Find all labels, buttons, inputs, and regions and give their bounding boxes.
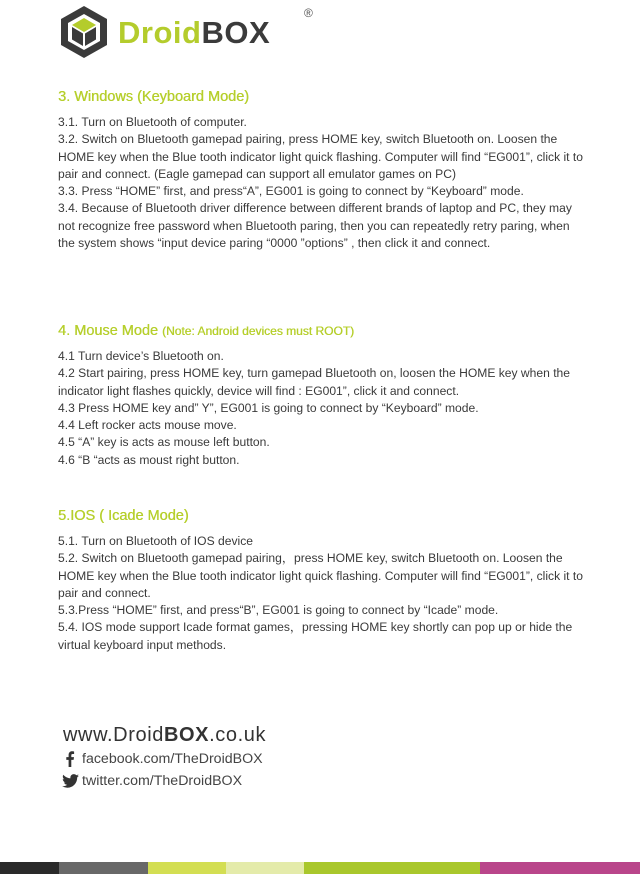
section-mouse-mode bbox=[58, 322, 586, 469]
facebook-link[interactable] bbox=[60, 748, 266, 770]
instruction-line: 5.2. Switch on Bluetooth gamepad pairing，press HOME key, switch Bluetooth on. Loosen the HOME key when the Blue tooth indicator light quick flashing. Computer will find “EG001”, click it to pair and connect. bbox=[58, 551, 583, 600]
contact-block bbox=[60, 722, 266, 792]
color-segment bbox=[59, 862, 148, 874]
color-segment bbox=[148, 862, 226, 874]
droidbox-shield-icon bbox=[58, 4, 110, 60]
website-bold: BOX bbox=[163, 724, 210, 746]
section-note: (Note: Android devices must ROOT) bbox=[161, 324, 355, 338]
color-segment bbox=[0, 862, 59, 874]
color-segment bbox=[480, 862, 640, 874]
footer-color-bar bbox=[0, 862, 640, 874]
website-suffix: .co.uk bbox=[209, 724, 267, 746]
section-ios-icade-mode bbox=[58, 507, 586, 654]
twitter-icon bbox=[60, 774, 80, 788]
instruction-line: 5.4. IOS mode support Icade format games，pressing HOME key shortly can pop up or hide the virtual keyboard input methods. bbox=[58, 620, 573, 652]
section-title: 5.IOS ( Icade Mode) bbox=[58, 508, 189, 524]
color-segment bbox=[226, 862, 304, 874]
facebook-icon bbox=[60, 751, 80, 767]
droidbox-logo bbox=[58, 2, 313, 62]
section-heading bbox=[58, 507, 586, 525]
instruction-line: 3.3. Press “HOME” first, and press“A”, EG001 is going to connect by “Keyboard” mode. bbox=[58, 184, 524, 199]
instruction-line: 5.3.Press “HOME” first, and press“B”, EG001 is going to connect by “Icade” mode. bbox=[58, 603, 499, 618]
facebook-text: facebook.com/TheDroidBOX bbox=[82, 751, 263, 767]
registered-mark: ® bbox=[304, 6, 313, 20]
instruction-line: 3.4. Because of Bluetooth driver difference between different brands of laptop and PC, they may not recognize free password when Bluetooth paring, then you can repeatedly retry paring, when the system shows “input device paring “0000 ”options” , then click it and connect. bbox=[58, 201, 572, 251]
twitter-link[interactable] bbox=[60, 770, 266, 792]
color-segment bbox=[304, 862, 480, 874]
website-prefix: www.Droid bbox=[63, 724, 164, 746]
logo-wordmark bbox=[118, 14, 271, 50]
section-heading bbox=[58, 88, 586, 106]
instruction-line: 4.3 Press HOME key and” Y”, EG001 is going to connect by “Keyboard” mode. bbox=[58, 400, 479, 415]
instruction-line: 4.6 “B “acts as moust right button. bbox=[58, 452, 240, 467]
instruction-line: 3.1. Turn on Bluetooth of computer. bbox=[58, 115, 247, 129]
logo-droid-text: Droid bbox=[118, 14, 202, 50]
instruction-line: 4.2 Start pairing, press HOME key, turn gamepad Bluetooth on, loosen the HOME key when the indicator light flashes quickly, device will find : EG001”, click it and connect. bbox=[58, 366, 571, 398]
logo-box-text: BOX bbox=[201, 14, 271, 50]
instruction-line: 3.2. Switch on Bluetooth gamepad pairing, press HOME key, switch Bluetooth on. Loosen the HOME key when the Blue tooth indicator light quick flashing. Computer will find “EG001”, click it to pair and connect. (Eagle gamepad can support all emulator games on PC) bbox=[58, 132, 583, 181]
section-title: 4. Mouse Mode bbox=[58, 323, 158, 339]
section-windows-keyboard-mode bbox=[58, 88, 586, 252]
instruction-line: 4.1 Turn device’s Bluetooth on. bbox=[58, 349, 224, 363]
section-title: 3. Windows (Keyboard Mode) bbox=[58, 89, 249, 105]
section-heading bbox=[58, 322, 586, 340]
instruction-line: 4.5 “A” key is acts as mouse left button. bbox=[58, 435, 270, 450]
twitter-text: twitter.com/TheDroidBOX bbox=[82, 773, 243, 789]
instruction-line: 4.4 Left rocker acts mouse move. bbox=[58, 418, 237, 433]
instruction-line: 5.1. Turn on Bluetooth of IOS device bbox=[58, 534, 253, 548]
website-link[interactable] bbox=[63, 722, 266, 748]
